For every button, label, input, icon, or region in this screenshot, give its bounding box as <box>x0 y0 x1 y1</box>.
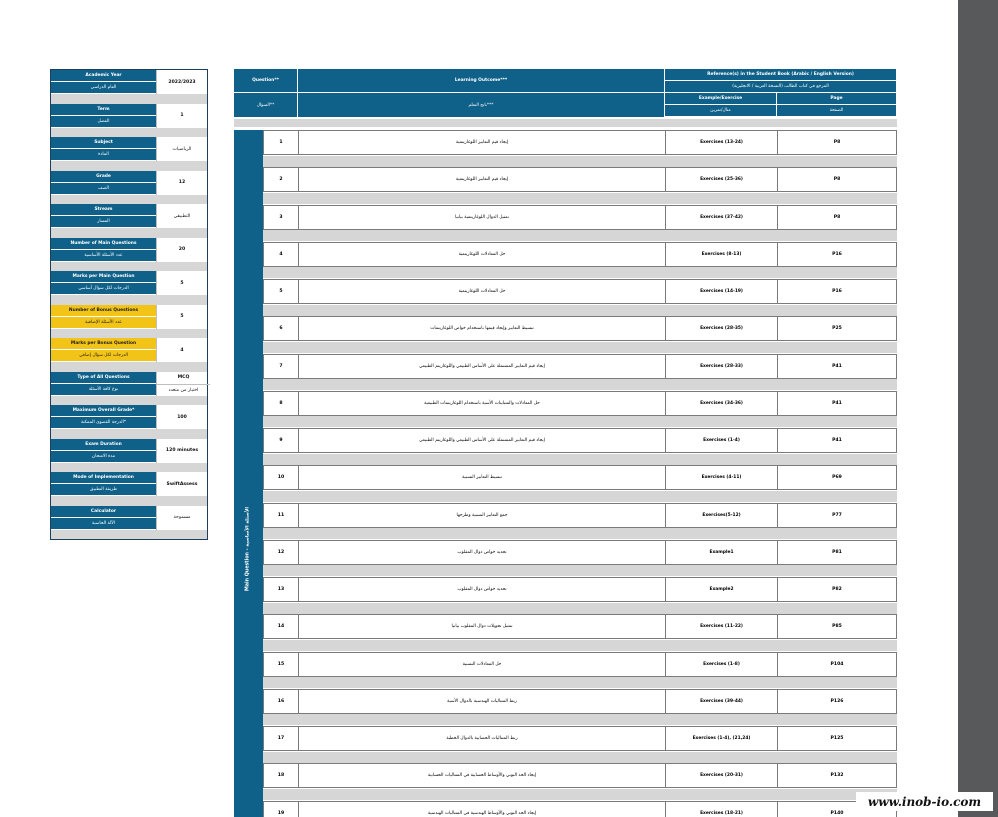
row-page: P16 <box>832 251 842 257</box>
table-row <box>263 205 897 230</box>
row-example: Example2 <box>666 578 778 601</box>
row-number: 17 <box>264 727 299 750</box>
table-row <box>263 726 897 751</box>
table-row <box>263 652 897 677</box>
table-row <box>263 689 897 714</box>
row-example: Exercises (20-31) <box>666 764 778 787</box>
row-outcome: حل المعادلات النسبية <box>299 653 666 676</box>
row-page: P104 <box>830 661 844 667</box>
row-example: Exercises(5-12) <box>666 504 778 527</box>
row-number: 18 <box>264 764 299 787</box>
table-row <box>263 167 897 192</box>
row-outcome: تمثيل تحويلات دوال المقلوب بيانيا <box>299 615 666 638</box>
row-example: Exercises (37-42) <box>666 206 778 229</box>
row-outcome: إيجاد قيم التعابير المشتملة على الأساس الطبيعي واللوغاريتم الطبيعي <box>299 355 666 378</box>
row-outcome: جمع التعابير النسبية وطرحها <box>299 504 666 527</box>
row-page: P8 <box>833 214 841 220</box>
row-number: 4 <box>264 243 299 266</box>
row-example: Exercises (4-11) <box>666 466 778 489</box>
row-page: P16 <box>832 289 842 294</box>
row-separator <box>263 416 897 427</box>
row-separator <box>263 193 897 204</box>
row-outcome: ربط المتتاليات الحسابية بالدوال الخطية <box>299 727 666 750</box>
row-example: Exercises (18-21) <box>666 802 778 817</box>
row-page: P140 <box>830 810 844 816</box>
info-subject: Subject المادة الرياضيات <box>51 137 207 161</box>
info-academic-year: Academic Year العام الدراسي 2022/2023 <box>51 70 207 94</box>
header-separator <box>234 119 897 127</box>
row-page: P41 <box>832 438 842 443</box>
row-outcome: إيجاد الحد النوني والأوساط الهندسية في المتتاليات الهندسية <box>299 802 666 817</box>
section-label: Main Question - الأسئلة الأساسية <box>245 506 251 592</box>
row-separator <box>263 305 897 316</box>
row-example: Exercises (1-8) <box>666 653 778 676</box>
info-bonus-questions: Number of Bonus Questions عدد الأسئلة الإضافية 5 <box>51 305 207 329</box>
table-row <box>263 540 897 565</box>
header-outcome: Learning Outcome*** <box>298 69 665 93</box>
header-reference: Reference(s) in the Student Book (Arabic / English Version) <box>665 69 897 81</box>
info-value-ar: اختيار من متعدد <box>157 384 210 396</box>
info-value: 5 <box>156 305 207 329</box>
row-example: Exercises (39-44) <box>666 690 778 713</box>
info-value: 5 <box>156 271 207 295</box>
row-number: 9 <box>264 429 299 452</box>
header-example: Example/Exercise <box>665 93 777 105</box>
row-separator <box>263 528 897 539</box>
row-example: Exercises (13-24) <box>666 131 778 154</box>
info-main-questions: Number of Main Questions عدد الأسئلة الأساسية 20 <box>51 238 207 262</box>
row-example: Exercises (11-22) <box>666 615 778 638</box>
table-row <box>263 763 897 788</box>
row-separator <box>263 267 897 278</box>
exam-info-table <box>50 69 208 540</box>
row-separator <box>263 714 897 725</box>
row-example: Exercises (25-36) <box>666 168 778 191</box>
info-grade: Grade الصف 12 <box>51 171 207 195</box>
row-outcome: حل المعادلات والمتباينات الأسية باستخدام اللوغاريتمات الطبيعية <box>299 392 666 415</box>
row-outcome: إيجاد قيم التعابير اللوغاريتمية <box>299 168 666 191</box>
row-page: P126 <box>830 698 844 704</box>
row-separator <box>263 379 897 390</box>
info-type: Type of All Questions نوع كافة الأسئلة MCQ اختيار من متعدد <box>51 372 207 396</box>
info-value: 120 minutes <box>156 439 207 463</box>
row-number: 8 <box>264 392 299 415</box>
info-value: 4 <box>156 338 207 362</box>
row-separator <box>263 565 897 576</box>
row-number: 1 <box>264 131 299 154</box>
info-term: Term الفصل 1 <box>51 104 207 128</box>
row-separator <box>263 454 897 465</box>
row-page: P125 <box>830 736 844 741</box>
row-page: P82 <box>832 587 842 592</box>
row-number: 12 <box>264 541 299 564</box>
info-max-grade: Maximum Overall Grade* الدرجة القصوى الممكنة* 100 <box>51 405 207 429</box>
table-row <box>263 614 897 639</box>
table-row <box>263 242 897 267</box>
info-value: SwiftAssess <box>156 472 207 496</box>
info-value: الرياضيات <box>156 137 207 161</box>
row-separator <box>263 603 897 614</box>
right-gutter <box>958 0 998 817</box>
row-outcome: ربط المتتاليات الهندسية بالدوال الأسية <box>299 690 666 713</box>
row-separator <box>263 789 897 800</box>
table-row <box>263 577 897 602</box>
row-number: 2 <box>264 168 299 191</box>
row-number: 13 <box>264 578 299 601</box>
row-example: Exercises (34-36) <box>666 392 778 415</box>
row-separator <box>263 342 897 353</box>
info-stream: Stream المسار التطبيقي <box>51 204 207 228</box>
watermark: www.inob-io.com <box>856 792 993 811</box>
info-value: مسموحة <box>156 506 207 530</box>
row-outcome: إيجاد قيم التعابير اللوغاريتمية <box>299 131 666 154</box>
row-number: 14 <box>264 615 299 638</box>
row-number: 16 <box>264 690 299 713</box>
info-value: 1 <box>156 104 207 128</box>
row-separator <box>263 230 897 241</box>
header-question-ar: السؤال** <box>234 93 298 117</box>
row-number: 7 <box>264 355 299 378</box>
row-number: 15 <box>264 653 299 676</box>
row-outcome: تبسيط التعابير وإيجاد قيمها باستخدام خواص اللوغاريتمات <box>299 317 666 340</box>
row-outcome: حل المعادلات اللوغاريتمية <box>299 243 666 266</box>
row-outcome: تحديد خواص دوال المقلوب <box>299 541 666 564</box>
info-marks-bonus: Marks per Bonus Question الدرجات لكل سؤال إضافي 4 <box>51 338 207 362</box>
table-row <box>263 465 897 490</box>
row-separator <box>263 752 897 763</box>
row-outcome: تبسيط التعابير النسبية <box>299 466 666 489</box>
info-value: MCQ <box>177 375 190 380</box>
row-page: P41 <box>832 363 842 369</box>
row-page: P41 <box>832 400 842 406</box>
row-separator <box>263 156 897 167</box>
row-number: 19 <box>264 802 299 817</box>
row-number: 11 <box>264 504 299 527</box>
row-example: Exercises (1-4) <box>666 429 778 452</box>
row-separator <box>263 640 897 651</box>
info-mode: Mode of Implementation طريقة التطبيق SwiftAssess <box>51 472 207 496</box>
table-row <box>263 503 897 528</box>
row-number: 6 <box>264 317 299 340</box>
row-page: P81 <box>832 549 842 555</box>
row-page: P25 <box>832 326 842 332</box>
info-marks-main: Marks per Main Question الدرجات لكل سؤال أساسي 5 <box>51 271 207 295</box>
row-example: Exercises (28-33) <box>666 355 778 378</box>
row-number: 3 <box>264 206 299 229</box>
row-page: P77 <box>832 512 842 518</box>
row-example: Example1 <box>666 541 778 564</box>
table-row <box>263 428 897 453</box>
header-page: Page <box>777 93 897 105</box>
header-page-ar: الصفحة <box>777 105 897 117</box>
row-separator <box>263 677 897 688</box>
header-question: Question** <box>234 69 298 93</box>
row-number: 5 <box>264 280 299 303</box>
info-value: 100 <box>156 405 207 429</box>
info-value: التطبيقي <box>156 204 207 228</box>
row-outcome: حل المعادلات اللوغاريتمية <box>299 280 666 303</box>
info-value: 2022/2023 <box>156 70 207 94</box>
table-row <box>263 354 897 379</box>
table-row <box>263 801 897 817</box>
row-page: P8 <box>833 140 841 145</box>
header-example-ar: مثال/تمرين <box>665 105 777 117</box>
info-value: 12 <box>156 171 207 195</box>
info-calculator: Calculator الآلة الحاسبة مسموحة <box>51 506 207 530</box>
row-example: Exercises (28-35) <box>666 317 778 340</box>
info-duration: Exam Duration مدة الامتحان 120 minutes <box>51 439 207 463</box>
row-example: Exercises (8-13) <box>666 243 778 266</box>
row-example: Exercises (14-19) <box>666 280 778 303</box>
table-row <box>263 130 897 155</box>
row-page: P85 <box>832 624 842 630</box>
row-outcome: تحديد خواص دوال المقلوب <box>299 578 666 601</box>
row-outcome: إيجاد الحد النوني والأوساط الحسابية في المتتاليات الحسابية <box>299 764 666 787</box>
row-page: P69 <box>832 475 842 481</box>
row-separator <box>263 491 897 502</box>
section-bar <box>234 130 263 817</box>
row-outcome: تمثيل الدوال اللوغاريتمية بيانيا <box>299 206 666 229</box>
row-page: P132 <box>830 773 844 779</box>
row-example: Exercises (1-4), (21,24) <box>666 727 778 750</box>
info-value: 20 <box>156 238 207 262</box>
header-outcome-ar: ناتج التعلم*** <box>298 93 665 117</box>
row-number: 10 <box>264 466 299 489</box>
header-reference-ar: المرجع في كتاب الطالب (النسخة العربية / الانجليزية) <box>665 81 897 93</box>
table-row <box>263 391 897 416</box>
table-row <box>263 279 897 304</box>
row-page: P8 <box>833 177 841 183</box>
row-outcome: إيجاد قيم التعابير المشتملة على الأساس الطبيعي واللوغاريتم الطبيعي <box>299 429 666 452</box>
table-row <box>263 316 897 341</box>
